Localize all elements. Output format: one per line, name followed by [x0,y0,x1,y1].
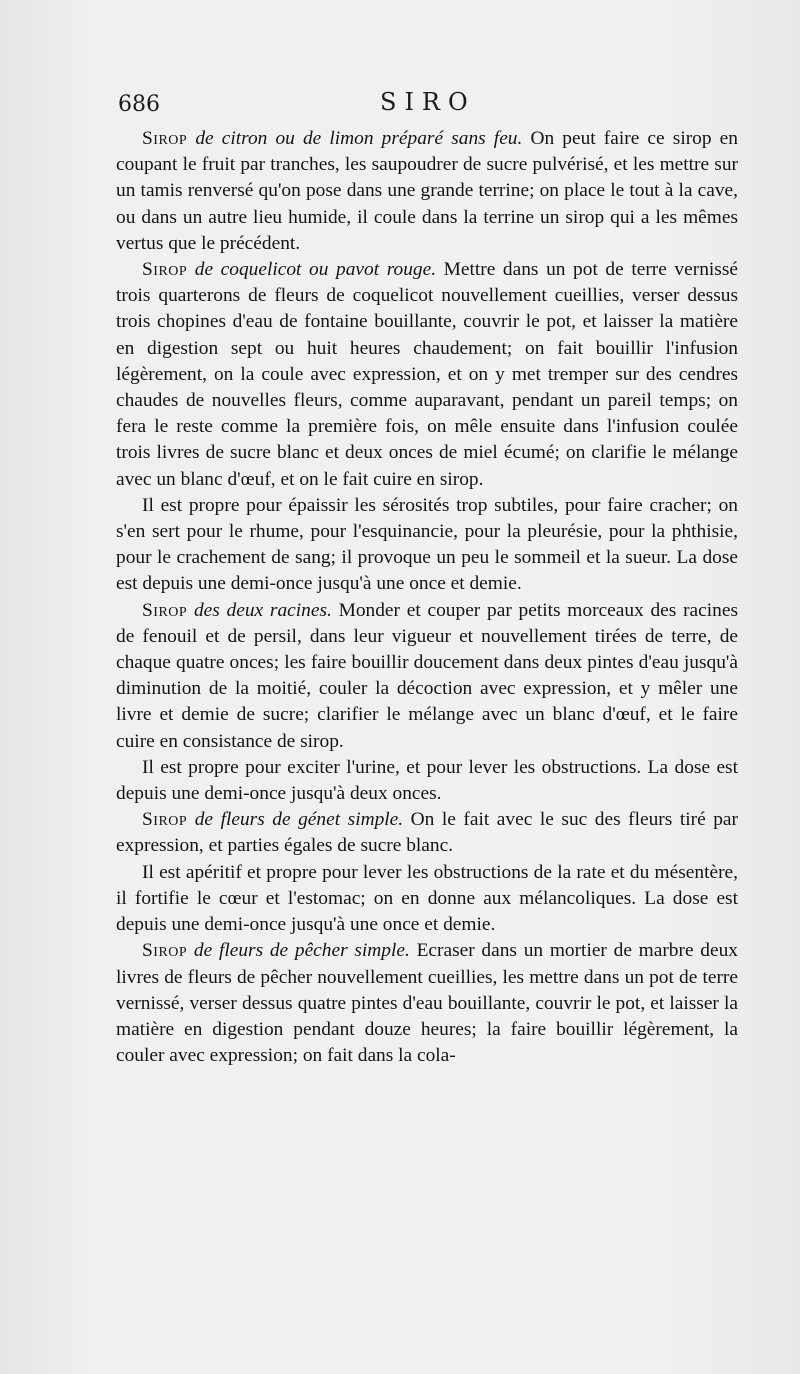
entry-lead: Sirop [142,128,188,149]
body-text [116,126,738,1069]
entry-lead: Sirop [142,940,188,962]
running-head: SIRO [380,88,476,116]
paragraph [116,598,738,755]
entry-title: des deux racines. [193,599,332,621]
paragraph-text: On peut faire ce sirop en coupant le fruit par tranches, les saupoudrer de sucre pulvérisé, et les mettre sur un tamis renversé qu'on pose dans une grande terrine; on place le tout à la cave, ou dans un autre lieu humide, il coule dans la terrine un sirop qui a les mêmes vertus que le précédent. [116,128,738,254]
paragraph-text: Il est propre pour exciter l'urine, et pour lever les obstructions. La dose est depuis une demi-once jusqu'à deux onces. [116,756,738,805]
paragraph-text: On le fait avec le suc des fleurs tiré par expression, et parties égales de sucre blanc. [116,809,738,857]
page-number: 686 [118,92,160,117]
entry-title: de citron ou de limon préparé sans feu. [195,128,523,149]
paragraph [116,257,738,493]
entry-lead: Sirop [142,259,188,281]
paragraph-text: Ecraser dans un mortier de marbre deux livres de fleurs de pêcher nouvellement cueillies, les mettre dans un pot de terre vernissé, verser dessus quatre pintes d'eau bouillante, couvrir le pot, et laisser la matière en digestion pendant douze heures; la faire bouillir légèrement, la couler avec expression; on fait dans la cola- [116,940,738,1067]
entry-title: de coquelicot ou pavot rouge. [194,259,437,281]
paragraph [116,807,738,859]
paragraph [116,126,738,257]
paragraph [116,860,738,939]
paragraph-text: Il est apéritif et propre pour lever les obstructions de la rate et du mésentère, il fortifie le cœur et l'estomac; on en donne aux mélancoliques. La dose est depuis une demi-once jusqu'à une once et demie. [116,861,738,936]
page-header [118,88,738,124]
entry-lead: Sirop [142,599,188,621]
entry-title: de fleurs de pêcher simple. [193,940,410,962]
paragraph-text: Mettre dans un pot de terre vernissé trois quarterons de fleurs de coquelicot nouvellement cueillies, verser dessus trois chopines d'eau de fontaine bouillante, couvrir le pot, et laisser la matière en digestion sept ou huit heures chaudement; on fait bouillir l'infusion légèrement, on la coule avec expression, et on y met tremper sur des cendres chaudes de nouvelles fleurs, comme auparavant, pendant un pareil temps; on fera le reste comme la première fois, on mêle ensuite dans l'infusion coulée trois livres de sucre blanc et deux onces de miel écumé; on clarifie le mélange avec un blanc d'œuf, et on le fait cuire en sirop. [116,259,738,490]
paragraph-text: Monder et couper par petits morceaux des racines de fenouil et de persil, dans leur vigueur et nouvellement tirées de terre, de chaque quatre onces; les faire bouillir doucement dans deux pintes d'eau jusqu'à diminution de la moitié, couler la décoction avec expression, et y mêler une livre et demie de sucre; clarifier le mélange avec un blanc d'œuf, et le faire cuire en consistance de sirop. [116,599,738,752]
paragraph [116,755,738,807]
entry-lead: Sirop [142,809,188,831]
paragraph [116,938,738,1069]
entry-title: de fleurs de génet simple. [194,809,404,831]
paragraph [116,493,738,598]
paragraph-text: Il est propre pour épaissir les sérosités trop subtiles, pour faire cracher; on s'en sert pour le rhume, pour l'esquinancie, pour la pleurésie, pour la phthisie, pour le crachement de sang; il provoque un peu le sommeil et la sueur. La dose est depuis une demi-once jusqu'à une once et demie. [116,494,738,595]
